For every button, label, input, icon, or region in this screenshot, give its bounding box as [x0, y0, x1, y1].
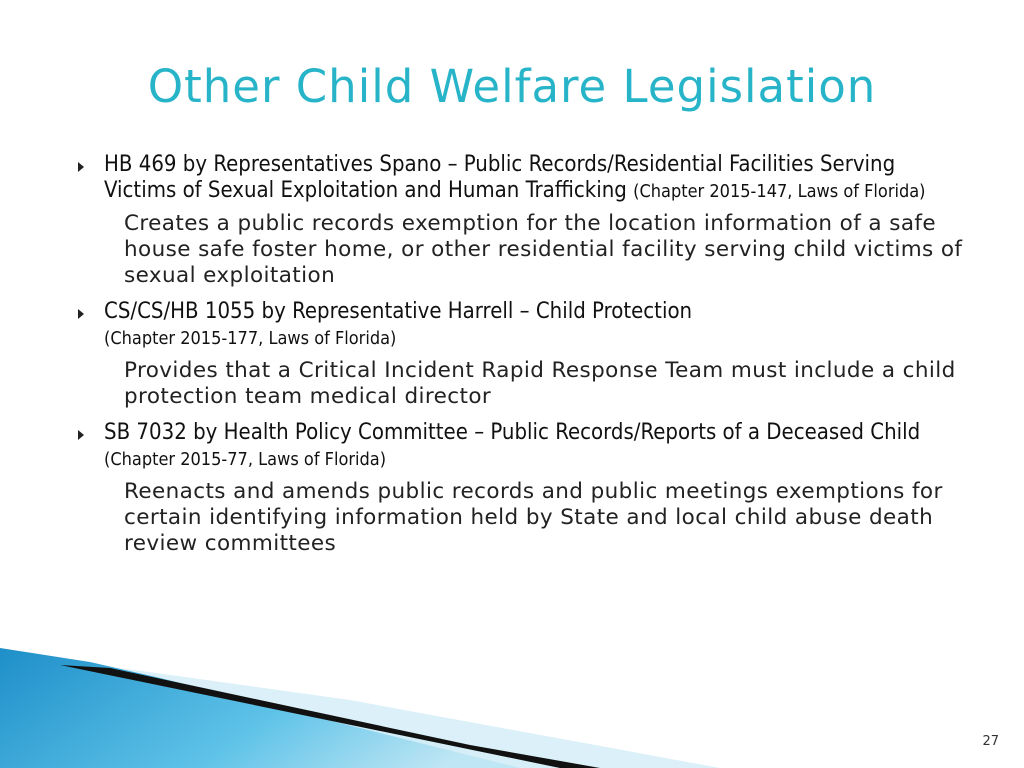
chapter-citation: (Chapter 2015-147, Laws of Florida) [633, 181, 926, 202]
bill-title: HB 469 by Representatives Spano – Public Records/Residential Facilities Serving Victims of Sexual Exploitation and Human Trafficking [104, 152, 896, 203]
bill-title: SB 7032 by Health Policy Committee – Public Records/Reports of a Deceased Child [104, 420, 921, 445]
page-number: 27 [982, 734, 999, 749]
bill-title: CS/CS/HB 1055 by Representative Harrell – Child Protection [104, 299, 693, 324]
chapter-citation: (Chapter 2015-77, Laws of Florida) [104, 449, 387, 470]
bill-description: Provides that a Critical Incident Rapid Response Team must include a child protection team medical director [124, 358, 956, 409]
bill-description: Creates a public records exemption for the location information of a safe house safe foster home, or other residential facility serving child victims of sexual exploitation [124, 211, 963, 288]
slide-title: Other Child Welfare Legislation [147, 60, 877, 113]
chapter-citation: (Chapter 2015-177, Laws of Florida) [104, 328, 397, 349]
bill-description: Reenacts and amends public records and public meetings exemptions for certain identifying information held by State and local child abuse death review committees [124, 479, 943, 556]
